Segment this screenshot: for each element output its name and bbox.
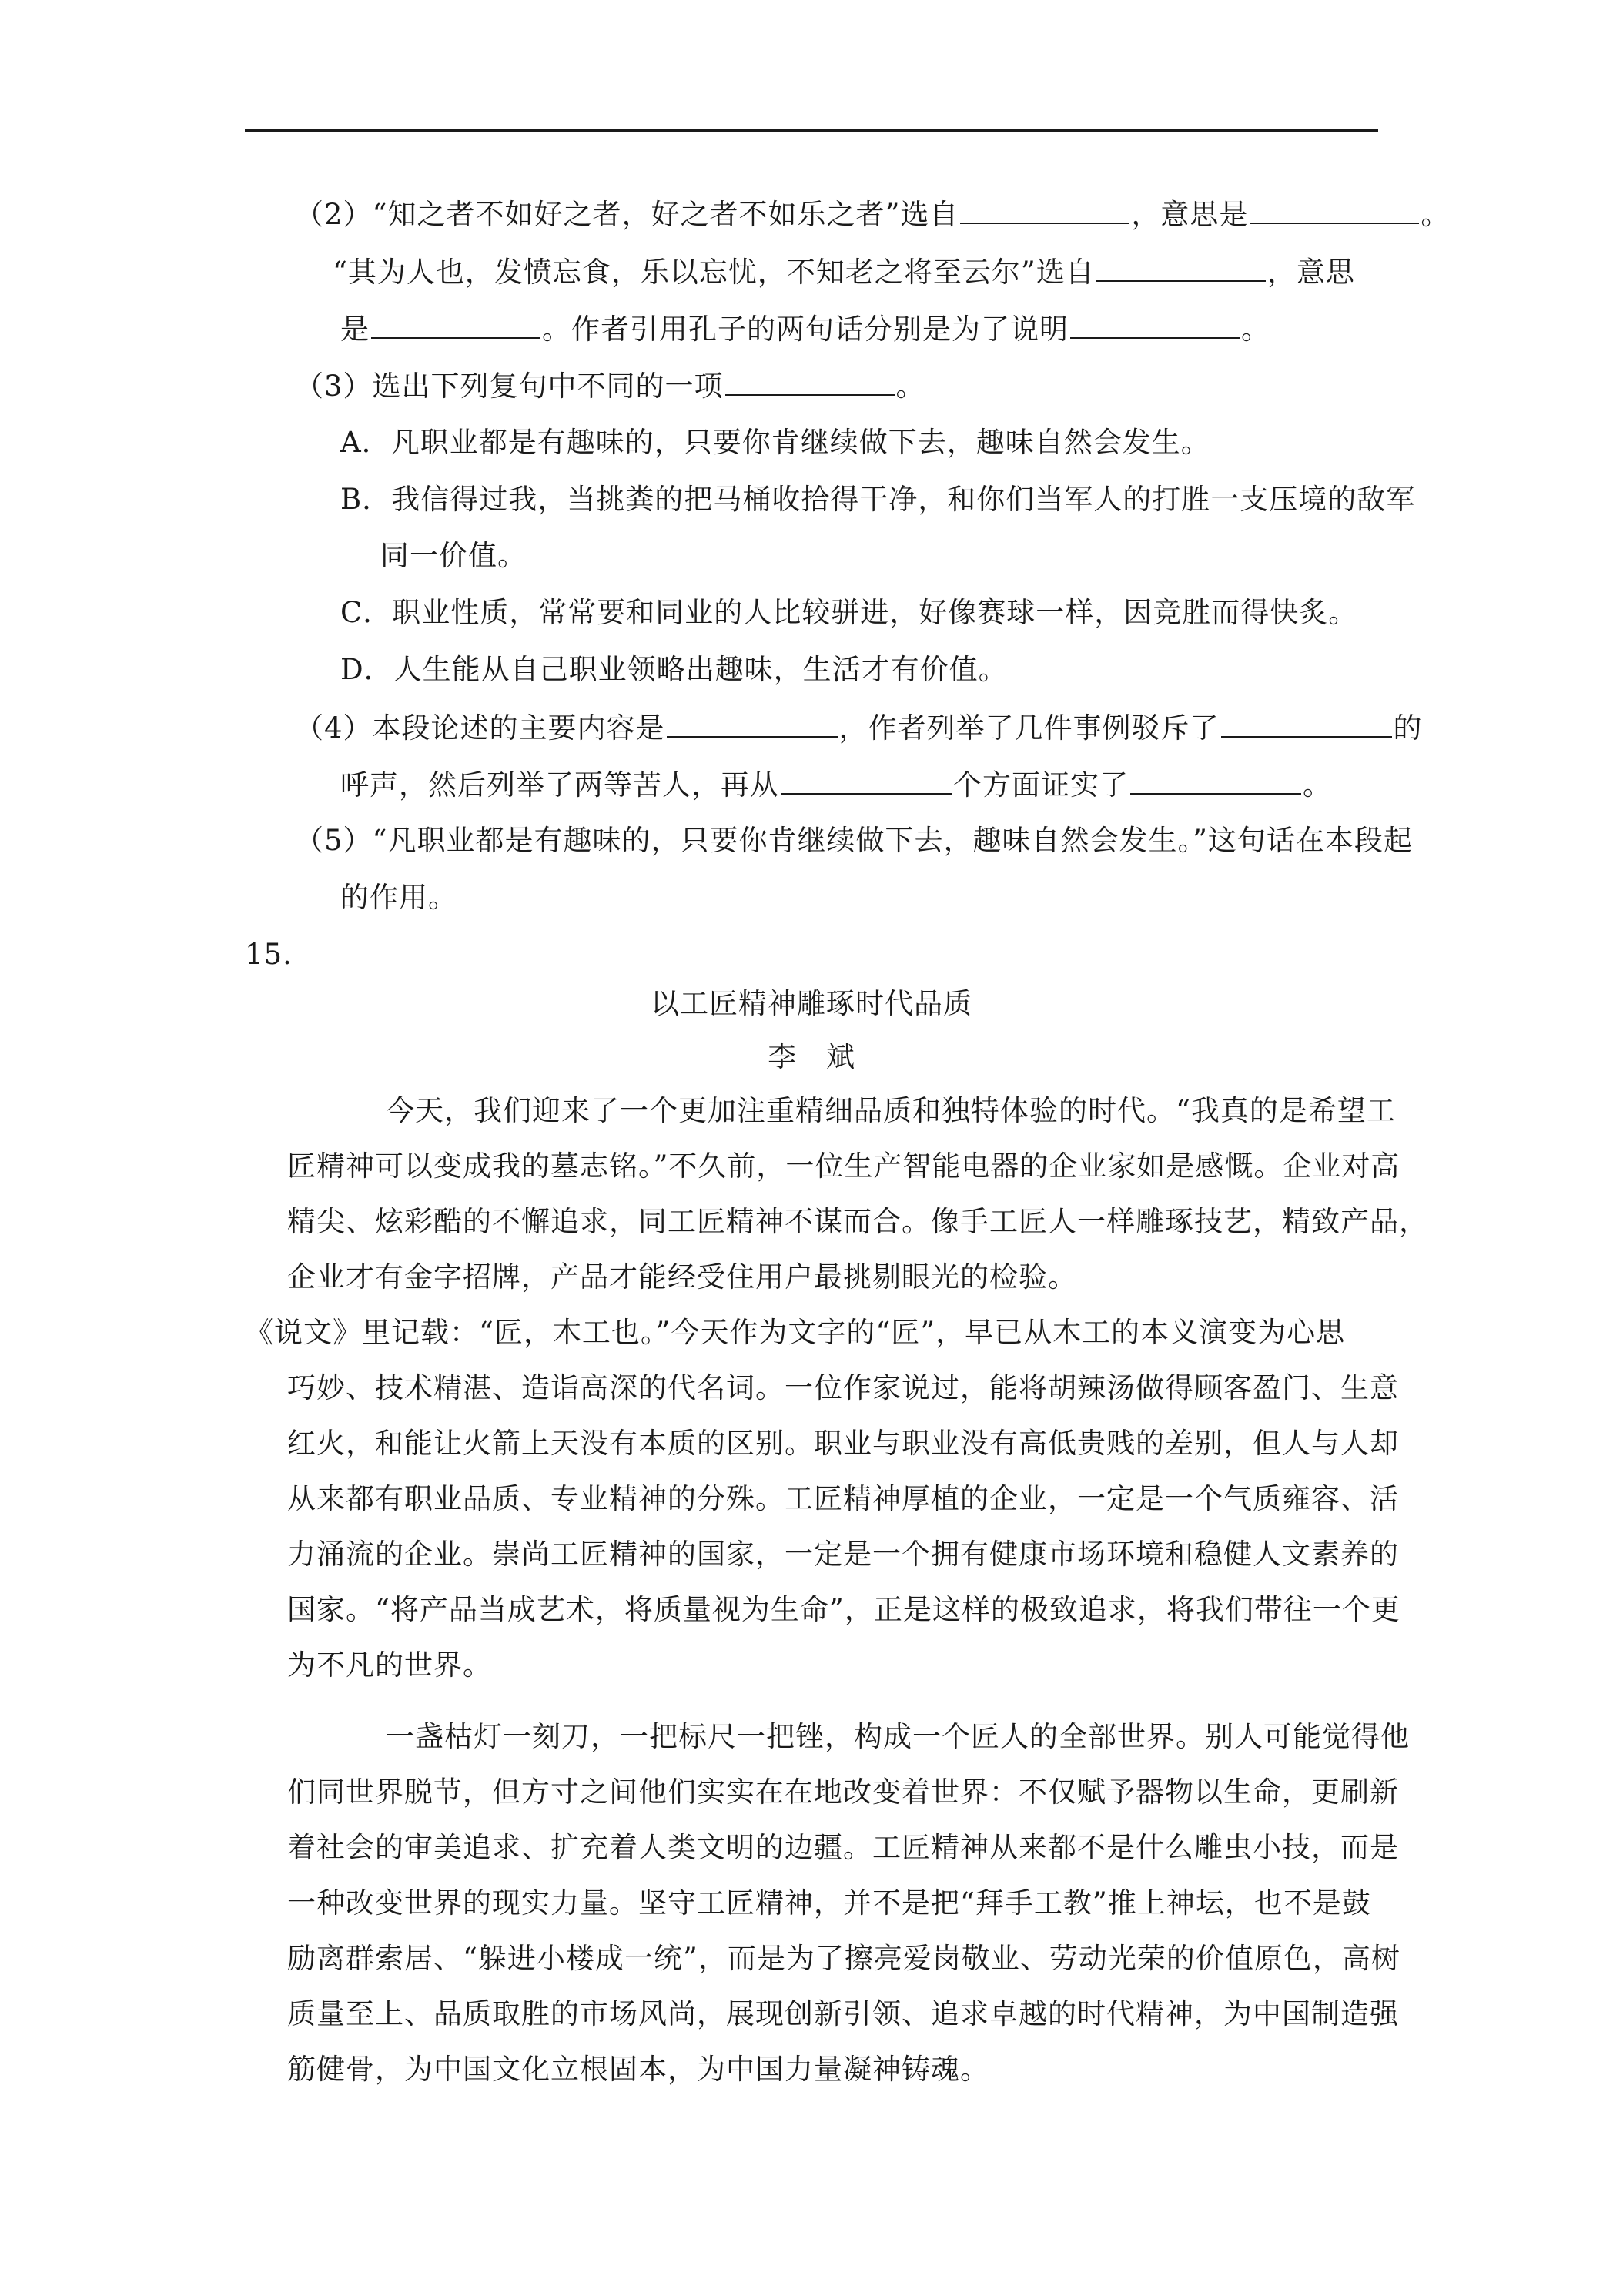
para1-line: 今天，我们迎来了一个更加注重精细品质和独特体验的时代。“我真的是希望工 bbox=[386, 1094, 1396, 1127]
article-author: 李 斌 bbox=[768, 1040, 855, 1073]
q14-p2-line1: （2）“知之者不如好之者，好之者不如乐之者”选自 ，意思是 。 bbox=[295, 198, 1451, 231]
para3-line: 励离群索居、“躲进小楼成一统”，而是为了擦亮爱岗敬业、劳动光荣的价值原色，高树 bbox=[287, 1942, 1400, 1975]
answer-blank[interactable] bbox=[1250, 196, 1419, 224]
answer-blank[interactable] bbox=[1096, 254, 1266, 282]
q14-p3-option-c: C．职业性质，常常要和同业的人比较骈进，好像赛球一样，因竞胜而得快炙。 bbox=[340, 596, 1358, 629]
q14-p3-option-b-cont: 同一价值。 bbox=[380, 539, 527, 572]
q14-p3-option-a: A．凡职业都是有趣味的，只要你肯继续做下去，趣味自然会发生。 bbox=[340, 426, 1210, 459]
answer-blank[interactable] bbox=[1130, 767, 1301, 795]
para3-line: 质量至上、品质取胜的市场风尚，展现创新引领、追求卓越的时代精神，为中国制造强 bbox=[287, 1997, 1399, 2030]
para3-line: 一盏枯灯一刻刀，一把标尺一把锉，构成一个匠人的全部世界。别人可能觉得他 bbox=[386, 1720, 1410, 1753]
answer-blank[interactable] bbox=[1221, 710, 1392, 738]
q14-p2-line3: 是 。作者引用孔子的两句话分别是为了说明 。 bbox=[340, 313, 1270, 346]
para1-line: 企业才有金字招牌，产品才能经受住用户最挑剔眼光的检验。 bbox=[287, 1260, 1077, 1294]
para2-line: 巧妙、技术精湛、造诣高深的代名词。一位作家说过，能将胡辣汤做得顾客盈门、生意 bbox=[287, 1371, 1399, 1404]
q14-p5-line1: （5）“凡职业都是有趣味的，只要你肯继续做下去，趣味自然会发生。”这句话在本段起 bbox=[295, 824, 1413, 857]
answer-blank[interactable] bbox=[667, 710, 838, 738]
para2-line: 力涌流的企业。崇尚工匠精神的国家，一定是一个拥有健康市场环境和稳健人文素养的 bbox=[287, 1538, 1399, 1571]
answer-blank[interactable] bbox=[781, 767, 952, 795]
q14-p2-line2: “其为人也，发愤忘食，乐以忘忧，不知老之将至云尔”选自 ，意思 bbox=[333, 256, 1355, 289]
para2-line: 为不凡的世界。 bbox=[287, 1648, 492, 1682]
para2-line: 国家。“将产品当成艺术，将质量视为生命”，正是这样的极致追求，将我们带往一个更 bbox=[287, 1593, 1400, 1626]
q14-p4-line2: 呼声，然后列举了两等苦人，再从 个方面证实了 。 bbox=[340, 768, 1332, 802]
q14-p5-line2: 的作用。 bbox=[340, 881, 457, 914]
q14-p4-line1: （4）本段论述的主要内容是 ，作者列举了几件事例驳斥了 的 bbox=[295, 711, 1423, 745]
para2-line: 从来都有职业品质、专业精神的分殊。工匠精神厚植的企业，一定是一个气质雍容、活 bbox=[287, 1482, 1399, 1515]
para2-line: 《说文》里记载：“匠，木工也。”今天作为文字的“匠”，早已从木工的本义演变为心思 bbox=[245, 1316, 1346, 1349]
para1-line: 精尖、炫彩酷的不懈追求，同工匠精神不谋而合。像手工匠人一样雕琢技艺，精致产品， bbox=[287, 1205, 1428, 1238]
answer-blank[interactable] bbox=[725, 368, 895, 396]
answer-blank[interactable] bbox=[371, 311, 540, 339]
answer-blank[interactable] bbox=[960, 196, 1129, 224]
answer-blank[interactable] bbox=[1070, 311, 1240, 339]
para3-line: 着社会的审美追求、扩充着人类文明的边疆。工匠精神从来都不是什么雕虫小技，而是 bbox=[287, 1831, 1399, 1864]
para3-line: 们同世界脱节，但方寸之间他们实实在在地改变着世界：不仅赋予器物以生命，更刷新 bbox=[287, 1776, 1399, 1809]
article-title: 以工匠精神雕琢时代品质 bbox=[651, 987, 972, 1020]
para3-line: 一种改变世界的现实力量。坚守工匠精神，并不是把“拜手工教”推上神坛，也不是鼓 bbox=[287, 1886, 1371, 1919]
para2-line: 红火，和能让火箭上天没有本质的区别。职业与职业没有高低贵贱的差别，但人与人却 bbox=[287, 1427, 1399, 1460]
q14-p3-option-b: B．我信得过我，当挑粪的把马桶收拾得干净，和你们当军人的打胜一支压境的敌军 bbox=[340, 483, 1416, 516]
q14-p3-option-d: D．人生能从自己职业领略出趣味，生活才有价值。 bbox=[340, 653, 1008, 686]
question-number: 15. bbox=[245, 938, 293, 971]
para1-line: 匠精神可以变成我的墓志铭。”不久前，一位生产智能电器的企业家如是感慨。企业对高 bbox=[287, 1150, 1400, 1183]
header-rule bbox=[245, 129, 1378, 132]
para3-line: 筋健骨，为中国文化立根固本，为中国力量凝神铸魂。 bbox=[287, 2053, 989, 2086]
q14-p3-stem: （3）选出下列复句中不同的一项 。 bbox=[295, 370, 925, 403]
